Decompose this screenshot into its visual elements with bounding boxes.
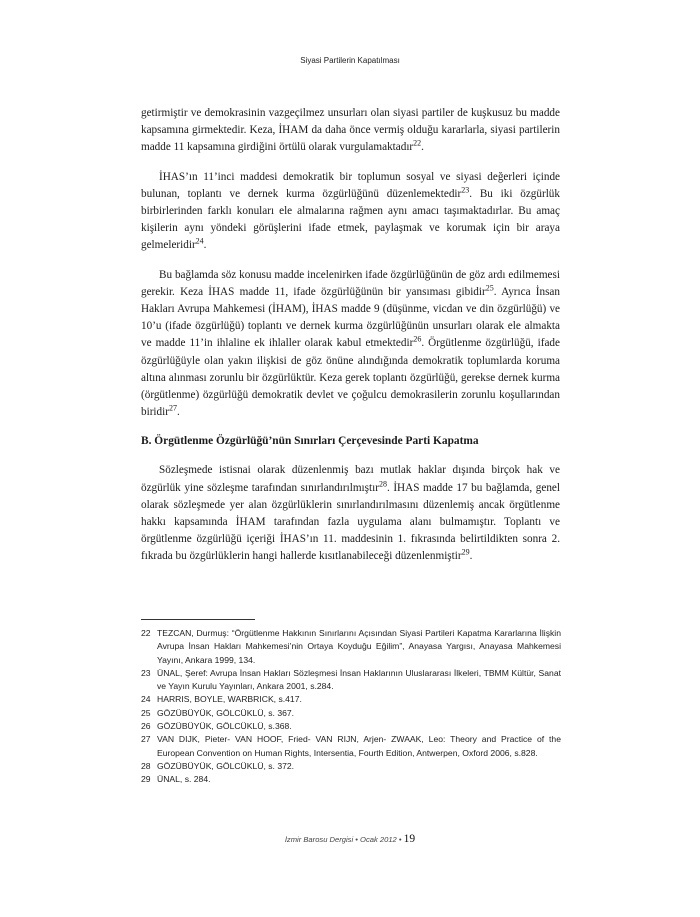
paragraph-text: Bu bağlamda söz konusu madde incelenirken ifade özgürlüğünün de göz ardı edilmemesi gerekir. Keza İHAS madde 11, ifade özgürlüğünün bir yansıması gibidir: [141, 268, 560, 298]
footnote: [141, 720, 561, 733]
footnote-number: 23: [141, 667, 151, 678]
footnote-text: ÜNAL, s. 284.: [157, 774, 211, 785]
section-heading: B. Örgütlenme Özgürlüğü’nün Sınırları Çerçevesinde Parti Kapatma: [141, 435, 479, 448]
body-text: [141, 105, 560, 578]
footnote-ref: 27: [168, 403, 177, 413]
footnote-number: 22: [141, 628, 151, 638]
page-number: 19: [403, 833, 416, 845]
paragraph-3: [141, 267, 560, 422]
footnote-text: GÖZÜBÜYÜK, GÖLCÜKLÜ, s.368.: [157, 721, 292, 732]
paragraph-text: Sözleşmede istisnai olarak düzenlenmiş bazı mutlak haklar dışında birçok hak ve özgürlük yine sözleşme tarafından sınırlandırılmıştır: [141, 464, 560, 494]
running-header: Siyasi Partilerin Kapatılması: [300, 56, 400, 65]
footnote-ref: 29: [461, 547, 470, 557]
page-footer: [0, 833, 700, 845]
footnote: [141, 693, 561, 706]
footnote-ref: 23: [461, 185, 470, 195]
journal-name: İzmir Barosu Dergisi • Ocak 2012 •: [284, 835, 402, 844]
footnote: [141, 627, 561, 667]
paragraph-text: .: [176, 406, 180, 419]
paragraph-1: [141, 105, 560, 157]
footnote-number: 24: [141, 694, 151, 705]
footnote-number: 25: [141, 707, 151, 718]
footnote: [141, 773, 561, 786]
footnote-text: GÖZÜBÜYÜK, GÖLCÜKLÜ, s. 372.: [157, 760, 295, 771]
footnote: [141, 707, 561, 720]
paragraph-text: . Ayrıca İnsan Hakları Avrupa Mahkemesi (İHAM), İHAS madde 9 (düşünme, vicdan ve din özgürlüğü) ve 10’u (ifade özgürlüğü) toplantı ve dernek kurma özgürlüğünün unsurları olarak ele almakta ve madde 11’in ihlaline ek ihlaller olarak kabul etmektedir: [141, 285, 560, 350]
footnote-number: 29: [141, 774, 151, 785]
paragraph-text: . İHAS madde 17 bu bağlamda, genel olarak sözleşmede yer alan özgürlüklerin sınırlandırılmasını düzenlemiş ancak örgütlenme hakkı kapsamında İHAM tarafından fazla uygulama alanı bulmamıştır. Toplantı ve örgütlenme özgürlüğü içeriği İHAS’ın 11. maddesinin 1. fıkrasında belirtildikten sonra 2. fıkrada bu özgürlüklerin hangi hallerde kısıtlanabileceği düzenlenmiştir: [141, 481, 560, 563]
footnote-text: TEZCAN, Durmuş: “Örgütlenme Hakkının Sınırlarını Açısından Siyasi Partileri Kapatma Kararlarına İlişkin Avrupa İnsan Hakları Mahkemesi’nin Ortaya Koyduğu Eğilim”, Anayasa Yargısı, Anayasa Mahkemesi Yayını, Ankara 1999, 134.: [157, 628, 561, 665]
paragraph-text: .: [203, 239, 207, 252]
paragraph-text: .: [421, 141, 424, 154]
footnote-text: VAN DIJK, Pieter- VAN HOOF, Fried- VAN RIJN, Arjen- ZWAAK, Leo: Theory and Practice of the European Convention on Human Rights, Intersentia, Fourth Edition, Antwerpen, Oxford 2006, s.828.: [157, 734, 561, 758]
footnote: [141, 667, 561, 694]
footnote-text: HARRIS, BOYLE, WARBRICK, s.417.: [157, 694, 302, 705]
paragraph-text: . Örgütlenme özgürlüğü, ifade özgürlüğüyle olan yakın ilişkisi de göz önüne alındığında demokratik toplumlarda koruma altına alınması zorunlu bir özgürlüktür. Keza gerek toplantı özgürlüğü, gerekse dernek kurma (örgütlenme) özgürlüğü demokratik devlet ve çoğulcu demokrasilerin zorunlu koşullarından biridir: [141, 337, 560, 419]
footnote-text: ÜNAL, Şeref: Avrupa İnsan Hakları Sözleşmesi İnsan Haklarının Uluslararası İlkeleri, TBMM Kültür, Sanat ve Yayın Kurulu Yayınları, Ankara 2001, s.284.: [157, 667, 561, 692]
footnote-ref: 24: [195, 236, 204, 246]
paragraph-text: . Bu iki özgürlük birbirlerinden farklı konuları ele almalarına rağmen aynı amacı taşımaktadırlar. Bu amaç kişilerin aynı yöndeki görüşlerini ifade etmek, paylaşmak ve korumak için bir araya gelmeleridir: [141, 187, 560, 252]
footnote-ref: 26: [413, 334, 422, 344]
paragraph-text: .: [469, 550, 473, 563]
footnote-number: 28: [141, 760, 151, 771]
footnote-text: GÖZÜBÜYÜK, GÖLCÜKLÜ, s. 367.: [157, 707, 295, 718]
footnote-number: 27: [141, 734, 151, 745]
paragraph-text: İHAS’ın 11’inci maddesi demokratik bir toplumun sosyal ve siyasi değerleri içinde bulunan, toplantı ve dernek kurma özgürlüğünü düzenlemektedir: [141, 170, 560, 200]
footnote-divider: [141, 619, 255, 620]
footnotes: [141, 627, 561, 787]
footnote-ref: 22: [413, 138, 422, 148]
footnote-ref: 25: [485, 283, 494, 293]
paragraph-4: [141, 462, 560, 565]
paragraph-text: getirmiştir ve demokrasinin vazgeçilmez unsurları olan siyasi partiler de kuşkusuz bu madde kapsamına girmektedir. Keza, İHAM da daha önce vermiş olduğu kararlarla, siyasi partilerin madde 11 kapsamına girdiğini örtülü olarak vurgulamaktadır: [141, 107, 560, 154]
paragraph-2: [141, 169, 560, 255]
footnote-ref: 28: [378, 478, 387, 488]
footnote: [141, 760, 561, 773]
footnote: [141, 733, 561, 760]
footnote-number: 26: [141, 721, 151, 732]
